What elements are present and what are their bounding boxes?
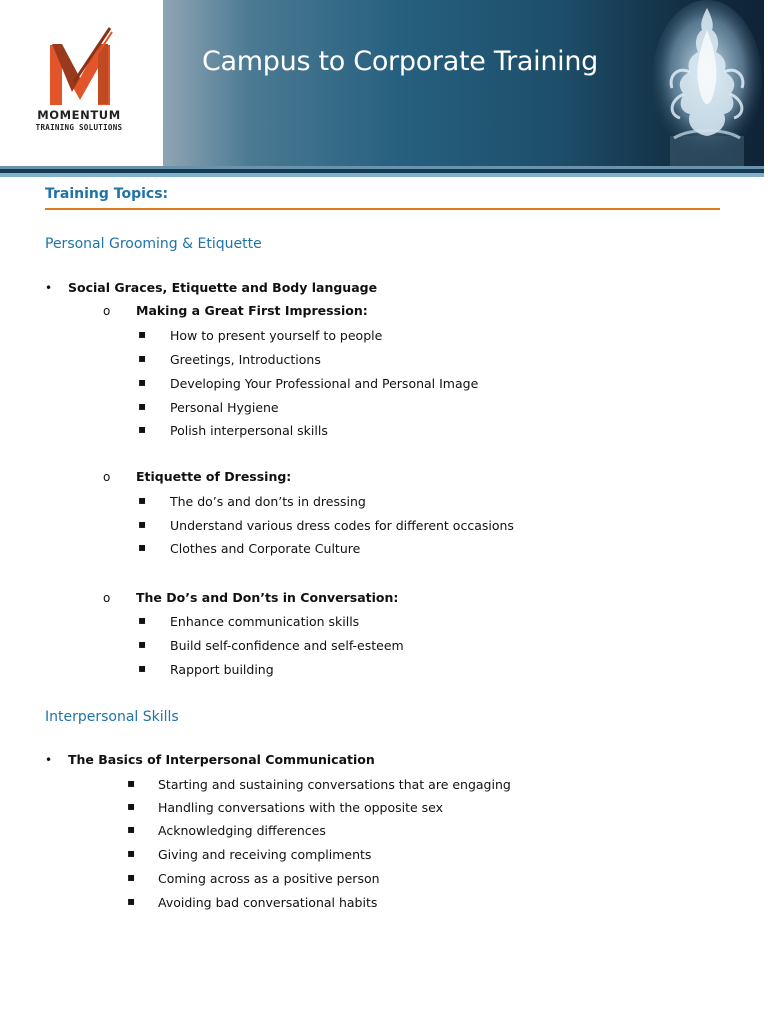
bullet-icon: • bbox=[45, 753, 53, 767]
square-bullet-icon: ▪ bbox=[138, 399, 147, 413]
square-bullet-icon: ▪ bbox=[138, 540, 147, 554]
list-item: Acknowledging differences bbox=[158, 823, 326, 838]
list-item: Build self-confidence and self-esteem bbox=[170, 638, 404, 653]
square-bullet-icon: ▪ bbox=[138, 613, 147, 627]
list-item: Coming across as a positive person bbox=[158, 871, 380, 886]
list-item: Starting and sustaining conversations that are engaging bbox=[158, 777, 511, 792]
list-item: Greetings, Introductions bbox=[170, 352, 321, 367]
logo-mark-icon bbox=[0, 0, 163, 110]
list-item: The Basics of Interpersonal Communication bbox=[68, 752, 375, 767]
square-bullet-icon: ▪ bbox=[138, 422, 147, 436]
square-bullet-icon: ▪ bbox=[127, 776, 136, 790]
section-title: Personal Grooming & Etiquette bbox=[45, 236, 262, 252]
logo-subtitle: TRAINING SOLUTIONS bbox=[35, 123, 123, 132]
circle-bullet-icon: o bbox=[103, 304, 111, 318]
list-item: Personal Hygiene bbox=[170, 400, 279, 415]
square-bullet-icon: ▪ bbox=[138, 637, 147, 651]
square-bullet-icon: ▪ bbox=[138, 375, 147, 389]
list-item: Handling conversations with the opposite sex bbox=[158, 800, 444, 815]
list-item: How to present yourself to people bbox=[170, 328, 383, 343]
topics-heading: Training Topics: bbox=[45, 186, 169, 202]
header-banner bbox=[0, 0, 764, 166]
square-bullet-icon: ▪ bbox=[127, 846, 136, 860]
section-title: Interpersonal Skills bbox=[45, 709, 179, 725]
square-bullet-icon: ▪ bbox=[138, 351, 147, 365]
list-item: The Do’s and Don’ts in Conversation: bbox=[136, 590, 399, 605]
square-bullet-icon: ▪ bbox=[127, 894, 136, 908]
list-item: Giving and receiving compliments bbox=[158, 847, 372, 862]
square-bullet-icon: ▪ bbox=[127, 822, 136, 836]
circle-bullet-icon: o bbox=[103, 470, 111, 484]
square-bullet-icon: ▪ bbox=[127, 799, 136, 813]
square-bullet-icon: ▪ bbox=[138, 493, 147, 507]
list-item: Rapport building bbox=[170, 662, 274, 677]
list-item: Polish interpersonal skills bbox=[170, 423, 328, 438]
list-item: Enhance communication skills bbox=[170, 614, 360, 629]
list-item: Etiquette of Dressing: bbox=[136, 469, 292, 484]
list-item: Making a Great First Impression: bbox=[136, 303, 368, 318]
square-bullet-icon: ▪ bbox=[138, 661, 147, 675]
bullet-icon: • bbox=[45, 281, 53, 295]
list-item: Clothes and Corporate Culture bbox=[170, 541, 361, 556]
square-bullet-icon: ▪ bbox=[138, 327, 147, 341]
logo-name: MOMENTUM bbox=[37, 108, 121, 122]
heading-divider bbox=[45, 208, 720, 210]
list-item: Understand various dress codes for different occasions bbox=[170, 518, 514, 533]
header-stripe bbox=[0, 173, 764, 177]
circle-bullet-icon: o bbox=[103, 591, 111, 605]
list-item: Developing Your Professional and Personal Image bbox=[170, 376, 479, 391]
list-item: Avoiding bad conversational habits bbox=[158, 895, 378, 910]
page-title: Campus to Corporate Training bbox=[202, 46, 598, 77]
square-bullet-icon: ▪ bbox=[127, 870, 136, 884]
statue-decoration-icon bbox=[650, 0, 764, 166]
list-item: Social Graces, Etiquette and Body language bbox=[68, 280, 378, 295]
logo bbox=[0, 0, 163, 166]
square-bullet-icon: ▪ bbox=[138, 517, 147, 531]
list-item: The do’s and don’ts in dressing bbox=[170, 494, 366, 509]
